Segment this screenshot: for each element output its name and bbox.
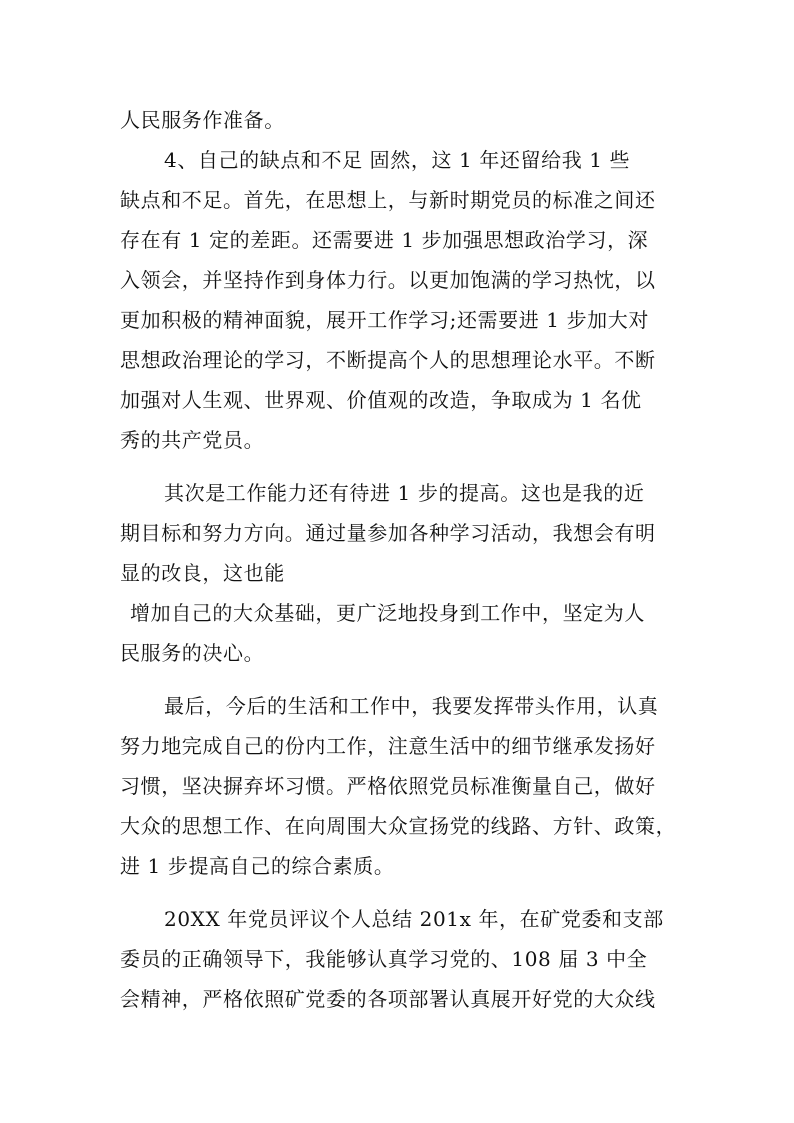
text-line-18: 大众的思想工作、在向周围大众宣扬党的线路、方针、政策， <box>120 814 677 838</box>
text-line-4: 存在有 1 定的差距。还需要进 1 步加强思想政治学习，深 <box>120 228 649 252</box>
text-line-8: 加强对人生观、世界观、价值观的改造，争取成为 1 名优 <box>120 388 642 412</box>
text-line-12: 显的改良，这也能 <box>120 561 285 585</box>
text-line-1: 人民服务作准备。 <box>120 108 285 132</box>
text-line-2: 4、自己的缺点和不足 固然，这 1 年还留给我 1 些 <box>164 148 631 172</box>
text-line-6: 更加积极的精神面貌，展开工作学习;还需要进 1 步加大对 <box>120 308 649 332</box>
text-line-13: 增加自己的大众基础，更广泛地投身到工作中，坚定为人 <box>130 601 645 625</box>
text-line-5: 入领会，并坚持作到身体力行。以更加饱满的学习热忱，以 <box>120 268 656 292</box>
text-line-14: 民服务的决心。 <box>120 641 265 665</box>
text-line-3: 缺点和不足。首先，在思想上，与新时期党员的标准之间还 <box>120 188 656 212</box>
text-line-17: 习惯，坚决摒弃坏习惯。严格依照党员标准衡量自己，做好 <box>120 774 656 798</box>
text-line-16: 努力地完成自己的份内工作，注意生活中的细节继承发扬好 <box>120 734 656 758</box>
text-line-21: 委员的正确领导下，我能够认真学习党的、108 届 3 中全 <box>120 947 648 971</box>
text-line-19: 进 1 步提高自己的综合素质。 <box>120 854 395 878</box>
text-line-20: 20XX 年党员评议个人总结 201x 年，在矿党委和支部 <box>164 907 664 931</box>
text-line-9: 秀的共产党员。 <box>120 428 265 452</box>
text-line-10: 其次是工作能力还有待进 1 步的提高。这也是我的近 <box>164 481 645 505</box>
text-line-22: 会精神，严格依照矿党委的各项部署认真展开好党的大众线 <box>120 987 656 1011</box>
text-line-15: 最后，今后的生活和工作中，我要发挥带头作用，认真 <box>164 694 659 718</box>
text-line-11: 期目标和努力方向。通过量参加各种学习活动，我想会有明 <box>120 521 656 545</box>
text-line-7: 思想政治理论的学习，不断提高个人的思想理论水平。不断 <box>120 348 656 372</box>
